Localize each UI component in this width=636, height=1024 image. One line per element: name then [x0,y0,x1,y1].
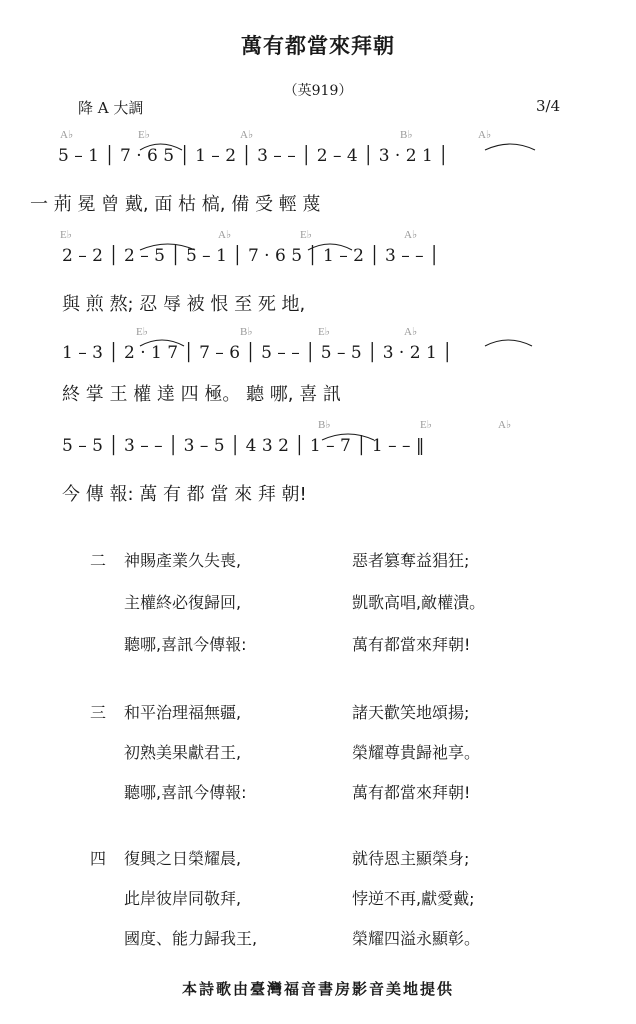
score-system-1 [0,128,636,233]
lyric-line: 一 荊 冕 曾 戴, 面 枯 槁, 備 受 輕 蔑 [30,194,321,215]
chord-label: A♭ [498,419,512,431]
score-system-4 [0,418,636,523]
hymn-title: 萬有都當來拜朝 [241,34,395,58]
verse-line: 此岸彼岸同敬拜, [124,889,242,908]
score-system-2 [0,228,636,333]
verse-line: 惡者篡奪益猖狂; [352,551,470,570]
verse-line: 主權終必復歸回, [124,593,242,612]
verse-line: 國度、能力歸我王, [124,929,258,948]
verse-line: 榮耀尊貴歸祂享。 [352,743,481,762]
lyric-line: 終 掌 王 權 達 四 極。 聽 哪, 喜 訊 [62,384,341,405]
hymn-number: （英919） [283,83,353,99]
chord-label: A♭ [404,229,418,241]
verse-line: 萬有都當來拜朝! [352,783,471,802]
chord-label: A♭ [240,129,254,141]
verse-line: 初熟美果獻君王, [124,743,242,762]
chord-label: A♭ [60,129,74,141]
notation-line: 5 – 1 │ 7 · 6 5 │ 1 – 2 │ 3 – – │ 2 – 4 │ 3 · 2 1 │ [58,146,449,166]
verse-line: 諸天歡笑地頌揚; [352,703,470,722]
verse-line: 聽哪,喜訊今傳報: [124,635,247,654]
chord-label: A♭ [478,129,492,141]
verse-number: 三 [90,703,107,722]
verse-number: 二 [90,551,107,570]
chord-label: E♭ [420,419,432,431]
chord-label: A♭ [404,326,418,338]
verse-line: 就待恩主顯榮身; [352,849,470,868]
verse-line: 神賜產業久失喪, [124,551,242,570]
notation-line: 1 – 3 │ 2 · 1 7 │ 7 – 6 │ 5 – – │ 5 – 5 │ 3 · 2 1 │ [62,343,453,363]
chord-label: B♭ [240,326,253,338]
verse-line: 聽哪,喜訊今傳報: [124,783,247,802]
chord-label: E♭ [138,129,150,141]
chord-label: E♭ [60,229,72,241]
credit-footer: 本詩歌由臺灣福音書房影音美地提供 [181,980,454,998]
key-signature: 降 A 大調 [78,99,144,117]
chord-label: E♭ [300,229,312,241]
notation-line: 5 – 5 │ 3 – – │ 3 – 5 │ 4 3 2 │ 1 – 7 │ 1 – – ‖ [62,436,425,456]
chord-label: E♭ [318,326,330,338]
verse-line: 萬有都當來拜朝! [352,635,471,654]
score-system-3 [0,325,636,430]
time-signature: 3/4 [536,97,561,115]
verse-line: 凱歌高唱,敵權潰。 [352,593,486,612]
verse-line: 復興之日榮耀晨, [124,849,242,868]
chord-label: A♭ [218,229,232,241]
lyric-line: 今 傳 報: 萬 有 都 當 來 拜 朝! [62,484,307,505]
verse-number: 四 [90,849,107,868]
verse-line: 和平治理福無疆, [124,703,242,722]
chord-label: E♭ [136,326,148,338]
verse-line: 榮耀四溢永顯彰。 [352,929,481,948]
lyric-line: 與 煎 熬; 忍 辱 被 恨 至 死 地, [62,294,306,315]
verse-line: 悖逆不再,獻愛戴; [352,889,475,908]
notation-line: 2 – 2 │ 2 – 5 │ 5 – 1 │ 7 · 6 5 │ 1 – 2 │ 3 – – │ [62,246,440,266]
chord-label: B♭ [400,129,413,141]
chord-label: B♭ [318,419,331,431]
